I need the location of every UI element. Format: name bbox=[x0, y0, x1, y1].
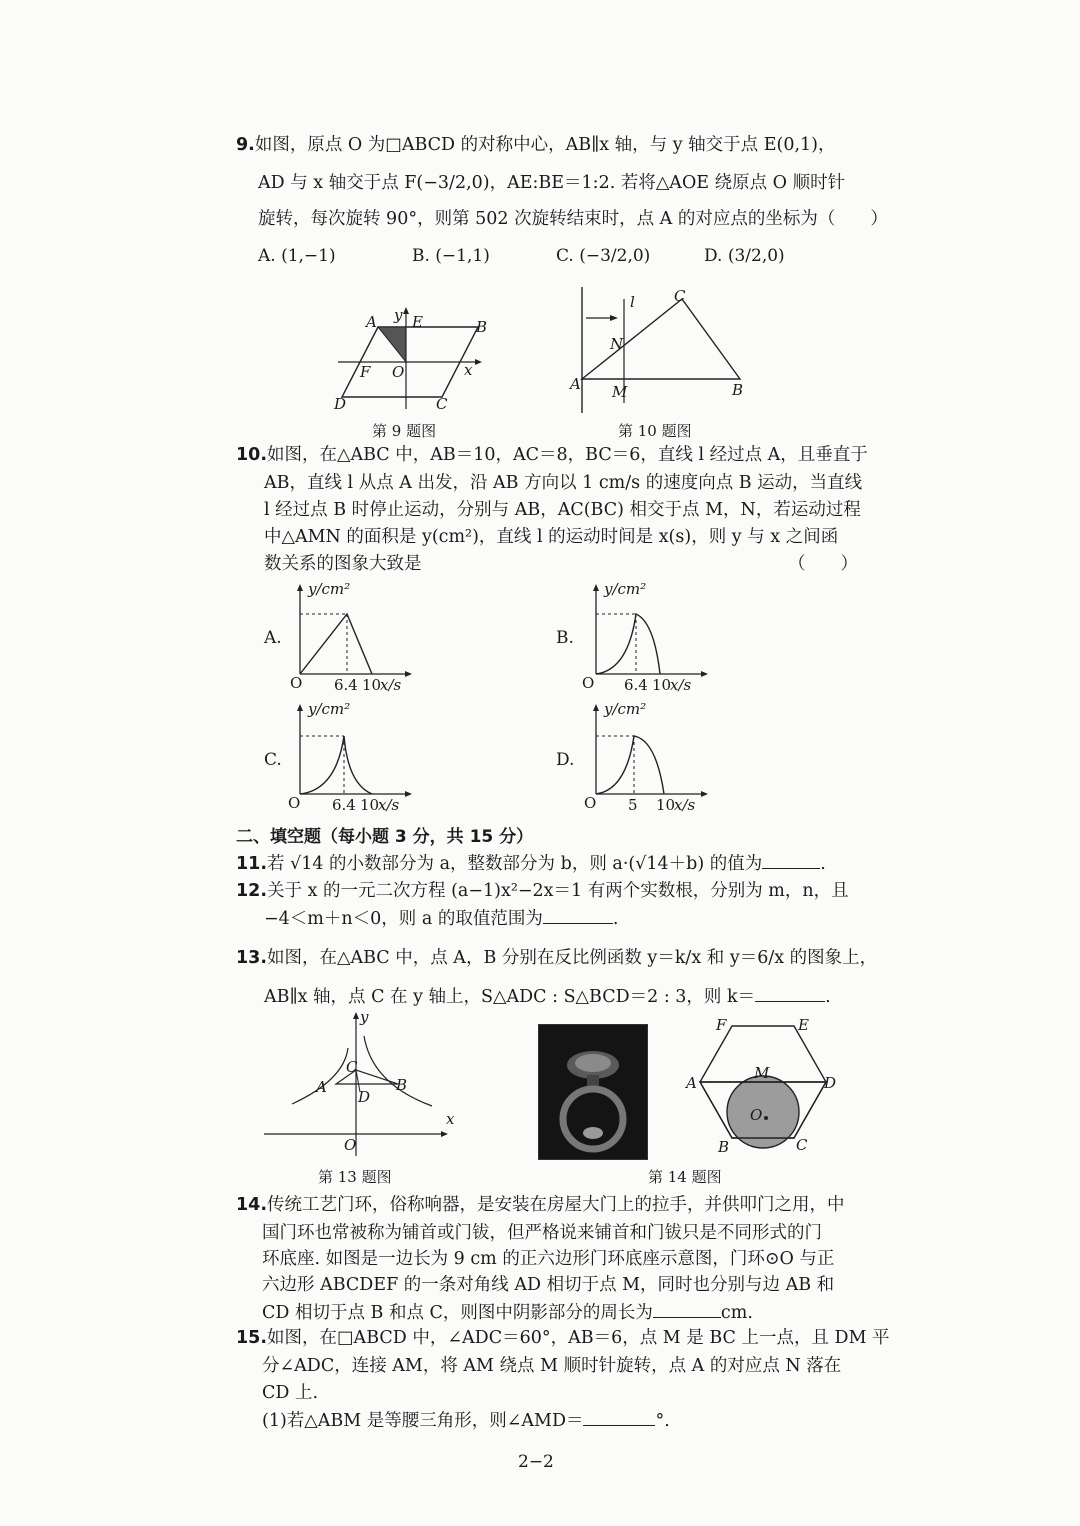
graph-d bbox=[580, 700, 720, 815]
q10-line3: l 经过点 B 时停止运动，分别与 AB，AC(BC) 相交于点 M，N，若运动过程 bbox=[264, 500, 861, 520]
graph-b-ylabel: y/cm² bbox=[604, 580, 647, 598]
figure-9 bbox=[330, 305, 490, 415]
q15-number: 15. bbox=[236, 1328, 268, 1348]
label-o: O bbox=[392, 363, 405, 381]
graph-a bbox=[284, 580, 424, 695]
figure-14-caption: 第 14 题图 bbox=[648, 1168, 722, 1186]
label-c: C bbox=[674, 287, 686, 305]
graph-c-xlabel: x/s bbox=[378, 796, 400, 814]
label-c: C bbox=[796, 1136, 808, 1154]
curve-y-6-over-x bbox=[364, 1036, 432, 1106]
label-a: A bbox=[316, 1078, 327, 1096]
label-d: D bbox=[358, 1088, 371, 1106]
label-x: x bbox=[464, 361, 473, 379]
figure-13 bbox=[264, 1008, 464, 1158]
graph-c-curve bbox=[300, 736, 372, 794]
graph-d-xlabel: x/s bbox=[674, 796, 696, 814]
q11-end: . bbox=[820, 854, 826, 874]
graph-d-tick-1: 5 bbox=[628, 796, 638, 814]
q15-line3: CD 上. bbox=[262, 1383, 319, 1403]
q9-option-c: C. (−3/2,0) bbox=[556, 246, 651, 266]
label-b: B bbox=[476, 318, 488, 336]
label-o: O bbox=[344, 1136, 357, 1154]
q10-line1: 如图，在△ABC 中，AB＝10，AC＝8，BC＝6，直线 l 经过点 A，且垂直于 bbox=[267, 445, 868, 465]
label-o: O bbox=[750, 1106, 763, 1124]
q11-text: 若 √14 的小数部分为 a，整数部分为 b，则 a·(√14＋b) 的值为 bbox=[267, 854, 763, 874]
q14-number: 14. bbox=[236, 1195, 268, 1215]
x-axis-arrow bbox=[475, 359, 482, 365]
label-e: E bbox=[798, 1016, 809, 1034]
label-c: C bbox=[436, 395, 448, 413]
q11-answer-blank[interactable] bbox=[762, 852, 820, 869]
circle-o bbox=[727, 1076, 799, 1148]
q12-end: . bbox=[612, 909, 619, 929]
label-d: D bbox=[824, 1074, 837, 1092]
graph-b bbox=[580, 580, 720, 695]
graph-a-xlabel: x/s bbox=[380, 676, 402, 694]
figure-10 bbox=[566, 285, 756, 415]
q13-end: . bbox=[825, 987, 831, 1007]
label-c: C bbox=[346, 1058, 358, 1076]
graph-d-letter: D. bbox=[556, 750, 575, 770]
graph-b-tick-1: 6.4 bbox=[624, 676, 648, 694]
q14-line2: 国门环也常被称为铺首或门钹，但严格说来铺首和门钹只是不同形式的门 bbox=[262, 1223, 822, 1243]
label-n: N bbox=[610, 335, 624, 353]
q15-end: °. bbox=[655, 1411, 670, 1431]
q14-line1: 传统工艺门环，俗称响器，是安装在房屋大门上的拉手，并供叩门之用，中 bbox=[267, 1195, 845, 1215]
label-a: A bbox=[570, 375, 581, 393]
graph-d-ylabel: y/cm² bbox=[604, 700, 647, 718]
graph-a-tick-2: 10 bbox=[362, 676, 382, 694]
q10-line2: AB，直线 l 从点 A 出发，沿 AB 方向以 1 cm/s 的速度向点 B 运动，当直线 bbox=[264, 473, 863, 493]
figure-9-caption: 第 9 题图 bbox=[372, 422, 437, 440]
q9-line3: 旋转，每次旋转 90°，则第 502 次旋转结束时，点 A 的对应点的坐标为（ ） bbox=[258, 209, 888, 229]
label-b: B bbox=[396, 1076, 408, 1094]
label-b: B bbox=[732, 381, 744, 399]
q10-number: 10. bbox=[236, 445, 268, 465]
graph-b-curve bbox=[596, 614, 660, 674]
graph-b-tick-2: 10 bbox=[652, 676, 672, 694]
graph-b-xlabel: x/s bbox=[670, 676, 692, 694]
figure-13-caption: 第 13 题图 bbox=[318, 1168, 392, 1186]
q15-line4: (1)若△ABM 是等腰三角形，则∠AMD＝ bbox=[262, 1411, 584, 1431]
graph-c-tick-2: 10 bbox=[360, 796, 380, 814]
q12-number: 12. bbox=[236, 881, 268, 901]
graph-a-ylabel: y/cm² bbox=[308, 580, 351, 598]
graph-c-origin: O bbox=[288, 794, 301, 812]
q14-line4: 六边形 ABCDEF 的一条对角线 AD 相切于点 M，同时也分别与边 AB 和 bbox=[262, 1275, 835, 1295]
label-m: M bbox=[754, 1064, 770, 1082]
label-f: F bbox=[360, 363, 371, 381]
figure-10-caption: 第 10 题图 bbox=[618, 422, 692, 440]
q14-line5: CD 相切于点 B 和点 C，则图中阴影部分的周长为 bbox=[262, 1303, 653, 1323]
q10-answer-paren: （ ） bbox=[788, 554, 858, 574]
graph-a-origin: O bbox=[290, 674, 303, 692]
graph-c bbox=[284, 700, 424, 815]
graph-a-letter: A. bbox=[264, 628, 282, 648]
q14-line3: 环底座. 如图是一边长为 9 cm 的正六边形门环底座示意图，门环⊙O 与正 bbox=[262, 1249, 835, 1269]
label-a: A bbox=[366, 313, 377, 331]
section-2-heading: 二、填空题（每小题 3 分，共 15 分） bbox=[236, 827, 534, 847]
q13-line2: AB∥x 轴，点 C 在 y 轴上，S△ADC : S△BCD＝2 : 3，则 k＝ bbox=[264, 987, 756, 1007]
q12-answer-blank[interactable] bbox=[543, 907, 613, 924]
q9-line1: 如图，原点 O 为□ABCD 的对称中心，AB∥x 轴，与 y 轴交于点 E(0,1)， bbox=[254, 135, 836, 155]
label-a: A bbox=[686, 1074, 697, 1092]
q10-line5: 数关系的图象大致是 bbox=[264, 554, 422, 574]
q9-number: 9. bbox=[236, 135, 255, 155]
graph-d-origin: O bbox=[584, 794, 597, 812]
label-l: l bbox=[630, 293, 635, 311]
q14-unit: cm. bbox=[720, 1303, 753, 1323]
graph-d-curve bbox=[596, 736, 664, 794]
graph-a-tick-1: 6.4 bbox=[334, 676, 358, 694]
graph-b-letter: B. bbox=[556, 628, 574, 648]
q14-answer-blank[interactable] bbox=[653, 1301, 721, 1318]
label-b: B bbox=[718, 1138, 730, 1156]
q11-number: 11. bbox=[236, 854, 268, 874]
q13-answer-blank[interactable] bbox=[755, 985, 825, 1002]
q9-line2: AD 与 x 轴交于点 F(−3/2,0)，AE:BE＝1:2. 若将△AOE 绕原点 O 顺时针 bbox=[258, 173, 846, 193]
q10-line4: 中△AMN 的面积是 y(cm²)，直线 l 的运动时间是 x(s)，则 y 与 x 之间函 bbox=[264, 527, 839, 547]
q13-line1: 如图，在△ABC 中，点 A，B 分别在反比例函数 y＝k/x 和 y＝6/x 的图象上， bbox=[267, 948, 878, 968]
shaded-triangle-aoe bbox=[378, 327, 406, 362]
q9-option-a: A. (1,−1) bbox=[258, 246, 336, 266]
q15-answer-blank[interactable] bbox=[583, 1409, 655, 1426]
label-m: M bbox=[612, 383, 628, 401]
q15-line2: 分∠ADC，连接 AM，将 AM 绕点 M 顺时针旋转，点 A 的对应点 N 落在 bbox=[262, 1356, 842, 1376]
graph-d-tick-2: 10 bbox=[656, 796, 676, 814]
graph-c-tick-1: 6.4 bbox=[332, 796, 356, 814]
q9-option-b: B. (−1,1) bbox=[412, 246, 490, 266]
graph-c-letter: C. bbox=[264, 750, 282, 770]
q9-option-d: D. (3/2,0) bbox=[704, 246, 785, 266]
label-y: y bbox=[394, 306, 403, 324]
graph-c-ylabel: y/cm² bbox=[308, 700, 351, 718]
triangle-abc bbox=[582, 299, 740, 379]
page-number: 2−2 bbox=[518, 1452, 554, 1472]
label-x: x bbox=[446, 1110, 455, 1128]
q12-line1: 关于 x 的一元二次方程 (a−1)x²−2x＝1 有两个实数根，分别为 m，n，且 bbox=[267, 881, 849, 901]
q12-line2: −4＜m＋n＜0，则 a 的取值范围为 bbox=[264, 909, 543, 929]
graph-b-origin: O bbox=[582, 674, 595, 692]
label-d: D bbox=[334, 395, 347, 413]
figure-14 bbox=[680, 1014, 850, 1164]
q13-number: 13. bbox=[236, 948, 268, 968]
q15-line1: 如图，在□ABCD 中，∠ADC＝60°，AB＝6，点 M 是 BC 上一点，且 DM 平 bbox=[267, 1328, 890, 1348]
label-e: E bbox=[412, 313, 423, 331]
label-f: F bbox=[716, 1016, 727, 1034]
graph-a-curve bbox=[300, 614, 372, 674]
y-axis-arrow bbox=[403, 307, 409, 314]
door-knocker-photo bbox=[538, 1024, 648, 1160]
label-y: y bbox=[360, 1008, 369, 1026]
